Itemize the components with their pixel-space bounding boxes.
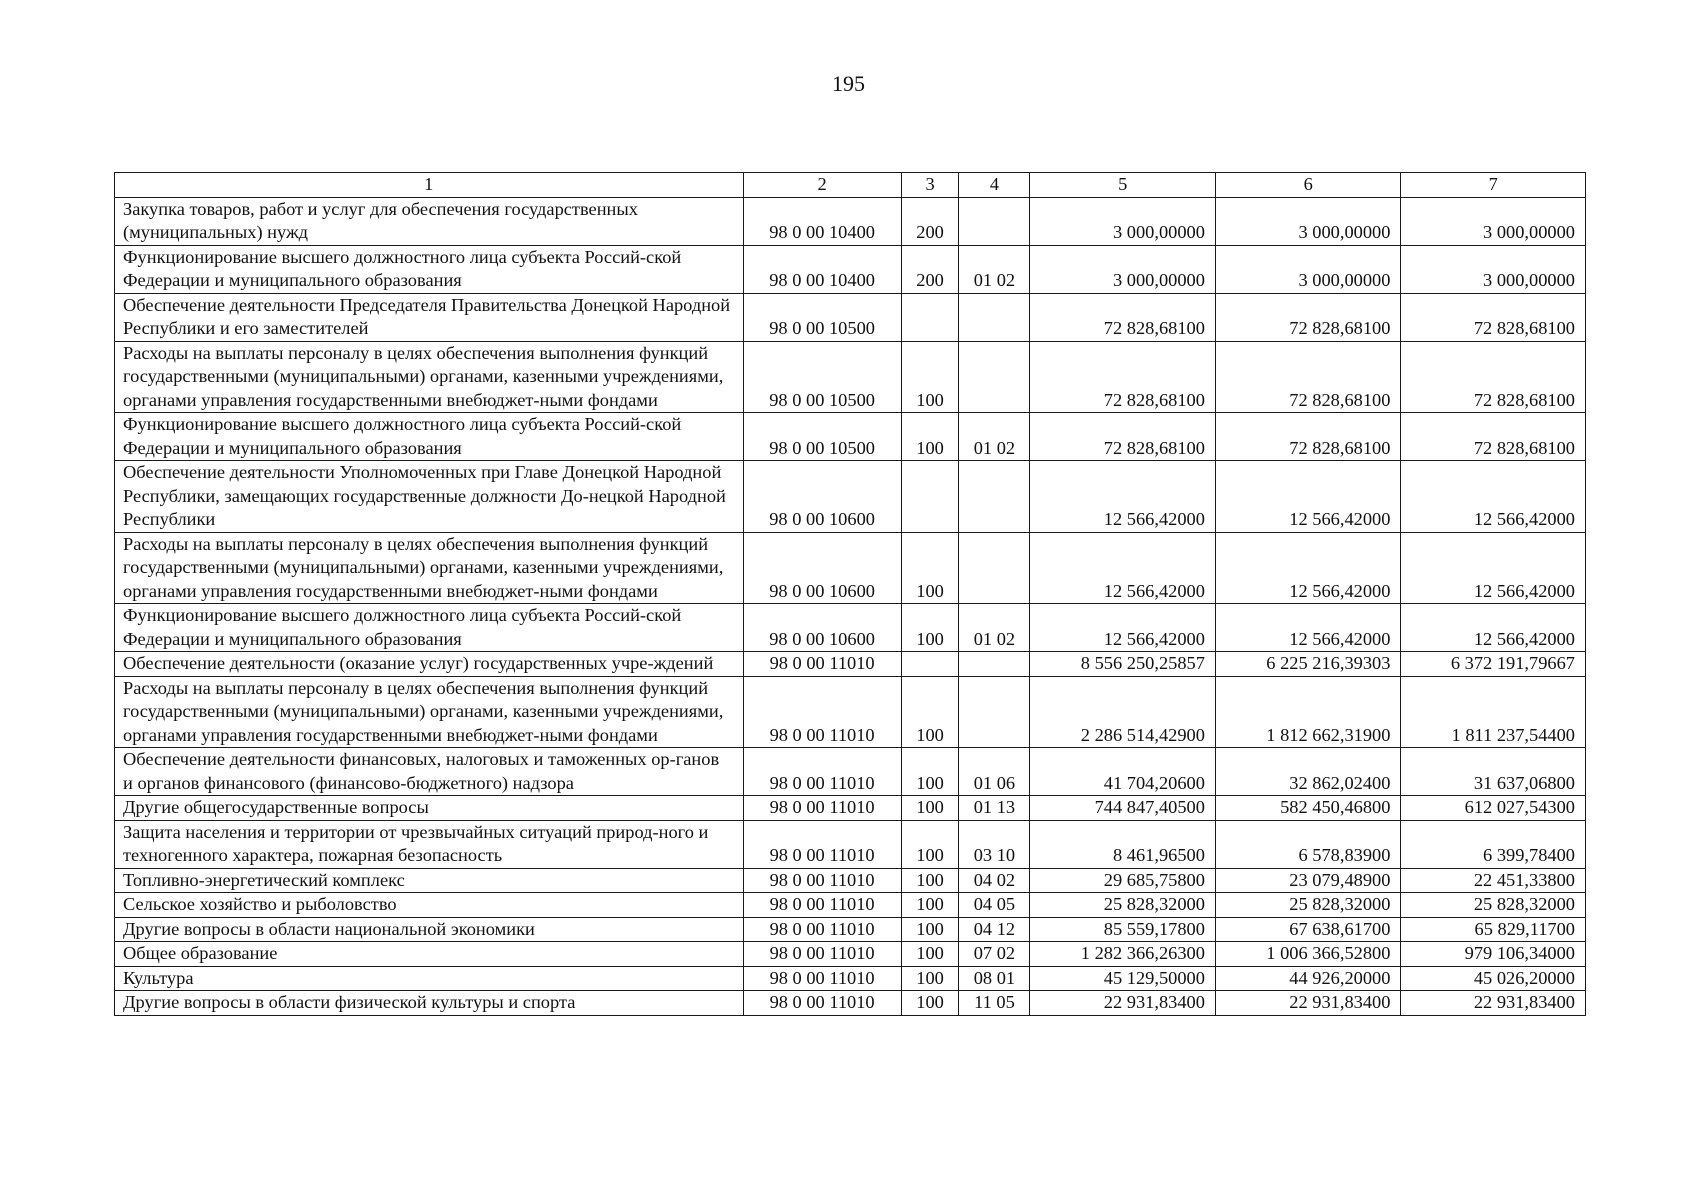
section-subsection-code-cell: 01 02: [959, 604, 1030, 652]
expense-type-code-cell: 100: [901, 893, 959, 918]
amount-year-2-cell: 3 000,00000: [1215, 245, 1401, 293]
expense-type-code-cell: 200: [901, 197, 959, 245]
column-header: 5: [1030, 173, 1216, 198]
column-header: 7: [1401, 173, 1586, 198]
item-name-cell: Общее образование: [115, 942, 744, 967]
amount-year-2-cell: 67 638,61700: [1215, 917, 1401, 942]
expense-type-code-cell: 100: [901, 991, 959, 1016]
amount-year-2-cell: 1 812 662,31900: [1215, 676, 1401, 748]
amount-year-1-cell: 8 556 250,25857: [1030, 652, 1216, 677]
amount-year-2-cell: 23 079,48900: [1215, 868, 1401, 893]
table-row: [115, 676, 1586, 748]
item-name-cell: Расходы на выплаты персоналу в целях обеспечения выполнения функций государственными (муниципальными) органами, казенными учреждениями, органами управления государственными внебюджет-ными фондами: [115, 532, 744, 604]
table-row: [115, 820, 1586, 868]
amount-year-2-cell: 3 000,00000: [1215, 197, 1401, 245]
section-subsection-code-cell: [959, 341, 1030, 413]
expense-type-code-cell: [901, 652, 959, 677]
amount-year-2-cell: 32 862,02400: [1215, 748, 1401, 796]
amount-year-3-cell: 979 106,34000: [1401, 942, 1586, 967]
table-row: [115, 532, 1586, 604]
expense-type-code-cell: [901, 293, 959, 341]
amount-year-3-cell: 22 931,83400: [1401, 991, 1586, 1016]
table-row: [115, 796, 1586, 821]
amount-year-2-cell: 6 578,83900: [1215, 820, 1401, 868]
table-body: [115, 197, 1586, 1015]
page-number: 195: [832, 71, 865, 96]
expense-type-code-cell: [901, 461, 959, 533]
item-name-cell: Функционирование высшего должностного лица субъекта Россий-ской Федерации и муниципального образования: [115, 413, 744, 461]
section-subsection-code-cell: 04 02: [959, 868, 1030, 893]
item-name-cell: Расходы на выплаты персоналу в целях обеспечения выполнения функций государственными (муниципальными) органами, казенными учреждениями, органами управления государственными внебюджет-ными фондами: [115, 676, 744, 748]
section-subsection-code-cell: [959, 293, 1030, 341]
expense-type-code-cell: 100: [901, 341, 959, 413]
column-header: 3: [901, 173, 959, 198]
table-row: [115, 461, 1586, 533]
item-name-cell: Топливно-энергетический комплекс: [115, 868, 744, 893]
item-name-cell: Другие общегосударственные вопросы: [115, 796, 744, 821]
amount-year-2-cell: 72 828,68100: [1215, 341, 1401, 413]
amount-year-1-cell: 8 461,96500: [1030, 820, 1216, 868]
target-article-code-cell: 98 0 00 11010: [743, 652, 901, 677]
target-article-code-cell: 98 0 00 10600: [743, 532, 901, 604]
section-subsection-code-cell: 07 02: [959, 942, 1030, 967]
target-article-code-cell: 98 0 00 11010: [743, 868, 901, 893]
column-header: 4: [959, 173, 1030, 198]
target-article-code-cell: 98 0 00 11010: [743, 966, 901, 991]
table-row: [115, 245, 1586, 293]
target-article-code-cell: 98 0 00 11010: [743, 917, 901, 942]
target-article-code-cell: 98 0 00 10600: [743, 461, 901, 533]
item-name-cell: Обеспечение деятельности Председателя Правительства Донецкой Народной Республики и его заместителей: [115, 293, 744, 341]
item-name-cell: Защита населения и территории от чрезвычайных ситуаций природ-ного и техногенного характера, пожарная безопасность: [115, 820, 744, 868]
item-name-cell: Культура: [115, 966, 744, 991]
section-subsection-code-cell: 01 06: [959, 748, 1030, 796]
amount-year-1-cell: 45 129,50000: [1030, 966, 1216, 991]
table-row: [115, 991, 1586, 1016]
section-subsection-code-cell: 01 02: [959, 413, 1030, 461]
amount-year-1-cell: 72 828,68100: [1030, 341, 1216, 413]
expense-type-code-cell: 100: [901, 413, 959, 461]
item-name-cell: Обеспечение деятельности финансовых, налоговых и таможенных ор-ганов и органов финансового (финансово-бюджетного) надзора: [115, 748, 744, 796]
amount-year-1-cell: 744 847,40500: [1030, 796, 1216, 821]
target-article-code-cell: 98 0 00 11010: [743, 893, 901, 918]
amount-year-2-cell: 1 006 366,52800: [1215, 942, 1401, 967]
section-subsection-code-cell: 01 13: [959, 796, 1030, 821]
section-subsection-code-cell: 08 01: [959, 966, 1030, 991]
target-article-code-cell: 98 0 00 10500: [743, 341, 901, 413]
amount-year-3-cell: 6 372 191,79667: [1401, 652, 1586, 677]
target-article-code-cell: 98 0 00 11010: [743, 748, 901, 796]
section-subsection-code-cell: [959, 461, 1030, 533]
amount-year-2-cell: 72 828,68100: [1215, 293, 1401, 341]
expense-type-code-cell: 100: [901, 604, 959, 652]
expense-type-code-cell: 100: [901, 942, 959, 967]
amount-year-1-cell: 22 931,83400: [1030, 991, 1216, 1016]
section-subsection-code-cell: 04 05: [959, 893, 1030, 918]
amount-year-1-cell: 3 000,00000: [1030, 197, 1216, 245]
amount-year-2-cell: 12 566,42000: [1215, 532, 1401, 604]
amount-year-3-cell: 3 000,00000: [1401, 197, 1586, 245]
section-subsection-code-cell: [959, 532, 1030, 604]
table-row: [115, 652, 1586, 677]
table-row: [115, 748, 1586, 796]
amount-year-1-cell: 12 566,42000: [1030, 461, 1216, 533]
expense-type-code-cell: 100: [901, 966, 959, 991]
item-name-cell: Расходы на выплаты персоналу в целях обеспечения выполнения функций государственными (муниципальными) органами, казенными учреждениями, органами управления государственными внебюджет-ными фондами: [115, 341, 744, 413]
expense-type-code-cell: 100: [901, 532, 959, 604]
section-subsection-code-cell: [959, 197, 1030, 245]
table-row: [115, 341, 1586, 413]
column-header: 6: [1215, 173, 1401, 198]
expense-type-code-cell: 200: [901, 245, 959, 293]
amount-year-3-cell: 1 811 237,54400: [1401, 676, 1586, 748]
target-article-code-cell: 98 0 00 10400: [743, 245, 901, 293]
amount-year-1-cell: 2 286 514,42900: [1030, 676, 1216, 748]
item-name-cell: Обеспечение деятельности Уполномоченных при Главе Донецкой Народной Республики, замещающих государственные должности До-нецкой Народной Республики: [115, 461, 744, 533]
amount-year-3-cell: 72 828,68100: [1401, 413, 1586, 461]
item-name-cell: Функционирование высшего должностного лица субъекта Россий-ской Федерации и муниципального образования: [115, 245, 744, 293]
amount-year-2-cell: 6 225 216,39303: [1215, 652, 1401, 677]
table-row: [115, 413, 1586, 461]
amount-year-3-cell: 12 566,42000: [1401, 461, 1586, 533]
amount-year-1-cell: 12 566,42000: [1030, 532, 1216, 604]
table-row: [115, 604, 1586, 652]
amount-year-1-cell: 41 704,20600: [1030, 748, 1216, 796]
section-subsection-code-cell: [959, 676, 1030, 748]
amount-year-1-cell: 25 828,32000: [1030, 893, 1216, 918]
amount-year-3-cell: 72 828,68100: [1401, 293, 1586, 341]
amount-year-1-cell: 12 566,42000: [1030, 604, 1216, 652]
expense-type-code-cell: 100: [901, 676, 959, 748]
target-article-code-cell: 98 0 00 11010: [743, 991, 901, 1016]
amount-year-3-cell: 12 566,42000: [1401, 532, 1586, 604]
amount-year-2-cell: 25 828,32000: [1215, 893, 1401, 918]
amount-year-1-cell: 29 685,75800: [1030, 868, 1216, 893]
amount-year-3-cell: 6 399,78400: [1401, 820, 1586, 868]
amount-year-1-cell: 85 559,17800: [1030, 917, 1216, 942]
amount-year-2-cell: 22 931,83400: [1215, 991, 1401, 1016]
table-row: [115, 293, 1586, 341]
section-subsection-code-cell: 11 05: [959, 991, 1030, 1016]
amount-year-3-cell: 12 566,42000: [1401, 604, 1586, 652]
column-header: 1: [115, 173, 744, 198]
amount-year-2-cell: 12 566,42000: [1215, 461, 1401, 533]
budget-table: [114, 172, 1586, 1016]
expense-type-code-cell: 100: [901, 796, 959, 821]
amount-year-1-cell: 72 828,68100: [1030, 293, 1216, 341]
target-article-code-cell: 98 0 00 11010: [743, 796, 901, 821]
table-row: [115, 893, 1586, 918]
table-row: [115, 197, 1586, 245]
item-name-cell: Обеспечение деятельности (оказание услуг) государственных учре-ждений: [115, 652, 744, 677]
section-subsection-code-cell: 01 02: [959, 245, 1030, 293]
table-row: [115, 917, 1586, 942]
expense-type-code-cell: 100: [901, 917, 959, 942]
expense-type-code-cell: 100: [901, 748, 959, 796]
table-row: [115, 868, 1586, 893]
amount-year-1-cell: 3 000,00000: [1030, 245, 1216, 293]
amount-year-3-cell: 65 829,11700: [1401, 917, 1586, 942]
amount-year-1-cell: 72 828,68100: [1030, 413, 1216, 461]
amount-year-3-cell: 612 027,54300: [1401, 796, 1586, 821]
target-article-code-cell: 98 0 00 10600: [743, 604, 901, 652]
amount-year-1-cell: 1 282 366,26300: [1030, 942, 1216, 967]
amount-year-2-cell: 12 566,42000: [1215, 604, 1401, 652]
target-article-code-cell: 98 0 00 10500: [743, 413, 901, 461]
item-name-cell: Закупка товаров, работ и услуг для обеспечения государственных (муниципальных) нужд: [115, 197, 744, 245]
amount-year-3-cell: 72 828,68100: [1401, 341, 1586, 413]
amount-year-2-cell: 582 450,46800: [1215, 796, 1401, 821]
amount-year-2-cell: 44 926,20000: [1215, 966, 1401, 991]
amount-year-2-cell: 72 828,68100: [1215, 413, 1401, 461]
amount-year-3-cell: 31 637,06800: [1401, 748, 1586, 796]
item-name-cell: Сельское хозяйство и рыболовство: [115, 893, 744, 918]
target-article-code-cell: 98 0 00 10400: [743, 197, 901, 245]
target-article-code-cell: 98 0 00 11010: [743, 820, 901, 868]
section-subsection-code-cell: [959, 652, 1030, 677]
expense-type-code-cell: 100: [901, 820, 959, 868]
target-article-code-cell: 98 0 00 11010: [743, 676, 901, 748]
amount-year-3-cell: 45 026,20000: [1401, 966, 1586, 991]
expense-type-code-cell: 100: [901, 868, 959, 893]
amount-year-3-cell: 3 000,00000: [1401, 245, 1586, 293]
amount-year-3-cell: 22 451,33800: [1401, 868, 1586, 893]
table-row: [115, 966, 1586, 991]
column-header: 2: [743, 173, 901, 198]
item-name-cell: Функционирование высшего должностного лица субъекта Россий-ской Федерации и муниципального образования: [115, 604, 744, 652]
target-article-code-cell: 98 0 00 11010: [743, 942, 901, 967]
table-row: [115, 942, 1586, 967]
section-subsection-code-cell: 03 10: [959, 820, 1030, 868]
target-article-code-cell: 98 0 00 10500: [743, 293, 901, 341]
amount-year-3-cell: 25 828,32000: [1401, 893, 1586, 918]
column-header-row: [115, 173, 1586, 198]
item-name-cell: Другие вопросы в области физической культуры и спорта: [115, 991, 744, 1016]
item-name-cell: Другие вопросы в области национальной экономики: [115, 917, 744, 942]
section-subsection-code-cell: 04 12: [959, 917, 1030, 942]
